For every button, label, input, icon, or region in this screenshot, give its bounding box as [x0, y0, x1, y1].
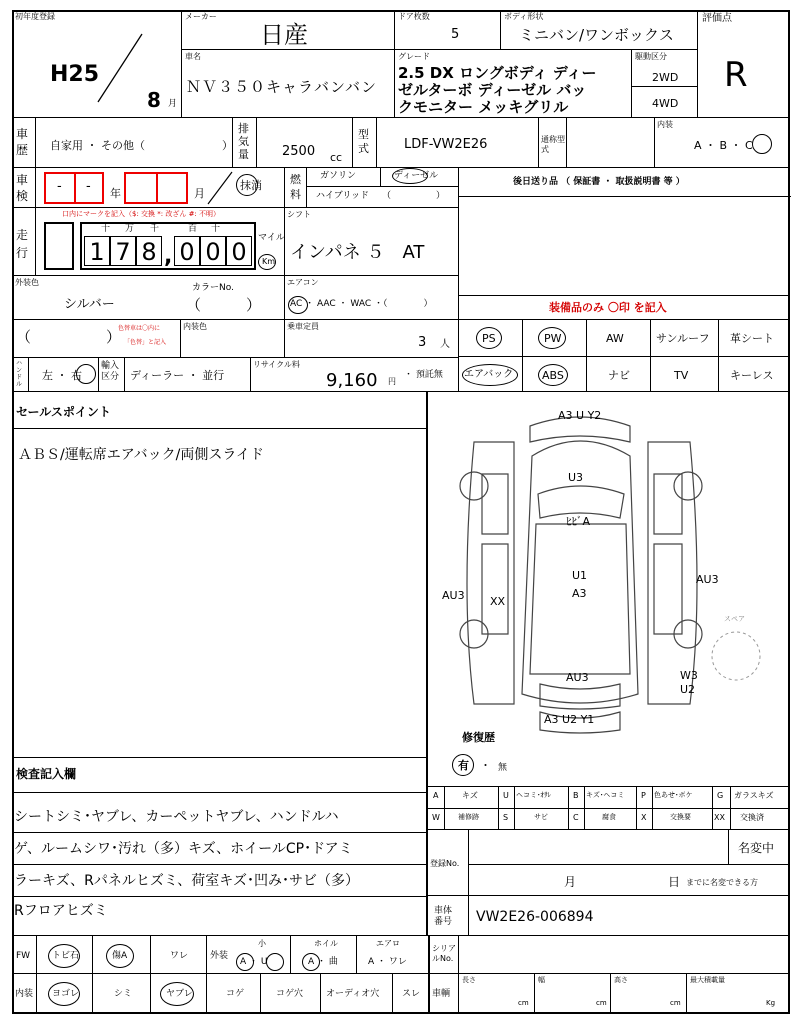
fw-item: ワレ: [170, 951, 189, 961]
equipment-ps: PS: [482, 332, 496, 345]
odometer-flag-box: [44, 222, 74, 270]
handle-label: ハンドル: [16, 360, 23, 388]
grade-label: グレード: [398, 52, 430, 61]
equipment-pw: PW: [544, 332, 562, 345]
legend-code: XX: [714, 813, 725, 822]
recycle-yen: 円: [388, 377, 396, 386]
score-value: R: [724, 55, 748, 95]
ac-label: エアコン: [287, 278, 319, 287]
inspection-year-unit: 年: [110, 187, 121, 200]
inspection-title: 検査記入欄: [16, 767, 77, 781]
legend-desc: キズ･ヘコミ: [586, 791, 625, 799]
common-model-label: 通称型式: [541, 135, 565, 154]
reg-day-label: 日: [668, 875, 681, 889]
interior-paren: （ ）: [16, 328, 122, 346]
exterior-color-label: 外装色: [15, 278, 39, 287]
fw-label: FW: [16, 951, 31, 961]
diag-left: AU3: [442, 589, 465, 602]
equipment-airbag: エアバック: [464, 369, 514, 380]
interior-color-label: 内装色: [183, 322, 207, 331]
small-u-circle: [266, 953, 284, 971]
sales-text: ＡＢＳ/運転席エアバック/両側スライド: [18, 447, 264, 463]
int-item: ヨゴレ: [52, 989, 80, 999]
int-item: コゲ穴: [276, 989, 304, 999]
fuel-gasoline: ガソリン: [320, 171, 357, 181]
equipment-tv: TV: [674, 369, 689, 382]
inspection-line-1: シートシミ･ヤブレ、カーペットヤブレ、ハンドルハ: [14, 809, 339, 825]
odometer-digit: 8: [136, 236, 162, 266]
maker-label: メーカー: [185, 12, 217, 21]
drive-4wd: 4WD: [652, 97, 679, 110]
fuel-label: 燃料: [290, 173, 301, 201]
inspection-line-2: ゲ、ルームシワ･汚れ（多）キズ、ホイールCP･ドアミ: [14, 841, 353, 857]
doors-label: ドア枚数: [398, 12, 430, 21]
slash-mark: [94, 32, 144, 104]
diag-top: A3 U Y2: [558, 409, 602, 422]
legend-code: P: [641, 791, 646, 800]
reg-date-cell: [12, 10, 182, 118]
small-label: 小: [258, 939, 266, 948]
docs-cell: [458, 168, 790, 296]
width-unit: cm: [596, 999, 607, 1007]
score-cell: [698, 10, 790, 118]
small-a-circle: [236, 953, 254, 971]
color-change-note-1: 色替車は〇内に: [118, 325, 161, 332]
legend-desc: 色あせ･ボケ: [654, 791, 693, 799]
diag-left-side: XX: [490, 595, 506, 608]
odometer-digit: 1: [84, 236, 110, 266]
inspection-dash-1: -: [57, 179, 62, 194]
inspection-line-3: ラーキズ、Rパネルヒズミ、荷室キズ･凹み･サビ（多）: [14, 873, 360, 889]
odometer-digit: 0: [174, 236, 200, 266]
name-change: 名変中: [738, 841, 775, 855]
fuel-hybrid-paren: （ ）: [382, 191, 446, 201]
recycle-label: リサイクル料: [253, 360, 300, 369]
repair-no: 無: [498, 763, 508, 773]
abs-circle: [538, 364, 568, 386]
legend-code: U: [503, 791, 509, 800]
wheel-a-circle: [302, 953, 320, 971]
legend-code: X: [641, 813, 647, 822]
airbag-circle: [462, 364, 518, 386]
max-load-label: 最大積載量: [690, 976, 725, 984]
digit-label-4: 百: [188, 224, 198, 234]
equipment-title-cell: [458, 296, 790, 320]
inspection-line-4: Rフロアヒズミ: [14, 903, 108, 919]
diag-bottom: A3 U2 Y1: [544, 713, 595, 726]
equipment-leather: 革シート: [730, 332, 774, 345]
grade-line-1: 2.5 DX ロングボディ ディー: [398, 64, 597, 82]
body-cell: [501, 10, 698, 50]
car-name-cell: [182, 50, 395, 118]
score-label: 評価点: [702, 13, 732, 24]
displacement-label: 排気量: [238, 122, 249, 161]
fw-chip-circle: [48, 944, 80, 968]
reg-deadline: までに名変できる方: [686, 878, 758, 887]
diesel-circle: [392, 168, 428, 184]
length-label: 長さ: [462, 976, 476, 984]
interior-grade-c-circle: [752, 134, 772, 154]
exterior-color-value: シルバー: [64, 297, 115, 312]
pw-circle: [538, 327, 566, 349]
drive-cell: [632, 50, 698, 118]
odometer-digit: 0: [200, 236, 226, 266]
diag-hood: U3: [568, 471, 584, 484]
displacement-unit: cc: [330, 151, 343, 164]
int-item: オーディオ穴: [326, 989, 380, 999]
diag-right-low-2: U2: [680, 683, 696, 696]
inspection-expired: 抹消: [240, 179, 262, 192]
aero-opts: A ・ ワレ: [368, 957, 407, 967]
small-opts: A ・ U: [240, 957, 268, 967]
chassis-label: 車体番号: [434, 906, 453, 927]
equipment-title: 装備品のみ 〇印 を記入: [549, 301, 667, 314]
repair-yes-circle: [452, 754, 474, 776]
capacity-unit: 人: [440, 339, 450, 350]
int-item: コゲ: [226, 989, 245, 999]
mileage-note: 口内にマークを記入（$: 交換 *: 改ざん #: 不明）: [62, 210, 221, 218]
odometer-digit: 7: [110, 236, 136, 266]
model-label: 型式: [358, 128, 369, 155]
legend-code: B: [573, 791, 579, 800]
handle-options: 左 ・ 右: [42, 369, 82, 382]
grade-line-3: クモニター メッキグリル: [398, 98, 569, 116]
height-label: 高さ: [614, 976, 628, 984]
color-no-label: カラーNo.: [192, 283, 234, 293]
odometer-digit: 0: [226, 236, 252, 266]
max-load-unit: Kg: [766, 999, 776, 1007]
grade-line-2: ゼルターボ ディーゼル バッ: [398, 81, 587, 99]
sales-title: セールスポイント: [16, 405, 111, 419]
legend-code: C: [573, 813, 579, 822]
drive-2wd: 2WD: [652, 71, 679, 84]
reg-label: 初年度登録: [15, 12, 55, 21]
reg-year: H25: [50, 62, 100, 87]
color-change-note-2: 「色替」と記入: [124, 339, 167, 346]
equipment-keyless: キーレス: [730, 369, 774, 382]
legend-code: S: [503, 813, 509, 822]
reg-no-label: 登録No.: [430, 859, 460, 868]
width-label: 幅: [538, 976, 545, 984]
legend-desc: 交換要: [670, 813, 691, 821]
capacity-value: 3: [418, 335, 427, 350]
legend-desc: 補修跡: [458, 813, 479, 821]
wheel-label: ホイル: [314, 939, 338, 948]
equipment-sunroof: サンルーフ: [656, 332, 710, 345]
int-item: スレ: [402, 989, 421, 999]
color-no-value: （ ）: [186, 296, 262, 314]
diag-right: AU3: [696, 573, 719, 586]
shift-label: シフト: [287, 210, 311, 219]
mileage-label: 走行: [16, 228, 29, 260]
aero-label: エアロ: [376, 939, 400, 948]
repair-yes: 有: [458, 759, 469, 772]
interior-grade-label: 内装: [657, 120, 673, 129]
fuel-diesel: ディーゼル: [394, 171, 439, 181]
dims-label: 車輌: [432, 989, 451, 999]
legend-desc: サビ: [534, 813, 548, 821]
drive-label: 駆動区分: [635, 52, 667, 61]
recycle-deposit: ・ 預託無: [404, 370, 443, 380]
equipment-navi: ナビ: [608, 369, 630, 382]
inspection-label: 車検: [16, 173, 29, 203]
int-item: シミ: [114, 989, 133, 999]
diag-right-low-1: W3: [680, 669, 698, 682]
height-unit: cm: [670, 999, 681, 1007]
ps-circle: [476, 327, 502, 349]
legend-desc: 腐食: [602, 813, 616, 821]
fw-item: トビ石: [52, 951, 80, 961]
diag-glass: ﾋﾋﾞA: [566, 515, 591, 528]
serial-label: シリアルNo.: [432, 944, 456, 963]
length-unit: cm: [518, 999, 529, 1007]
equipment-aw: AW: [606, 332, 624, 345]
legend-desc: キズ: [462, 791, 478, 800]
digit-label-5: 十: [211, 224, 221, 234]
history-text: 自家用 ・ その他（ ）: [50, 139, 233, 152]
mileage-label-cell: [12, 208, 36, 276]
fuel-hybrid: ハイブリッド: [316, 191, 370, 201]
legend-code: W: [432, 813, 440, 822]
inspection-month-unit: 月: [194, 187, 205, 200]
chassis-value: VW2E26-006894: [476, 909, 594, 925]
car-name-value: ＮＶ３５０キャラバンバン: [186, 78, 377, 96]
body-value: ミニバン/ワンボックス: [519, 26, 674, 44]
diag-spare: スペア: [724, 615, 745, 623]
body-label: ボディ形状: [504, 12, 544, 21]
maker-value: 日産: [260, 21, 308, 49]
int-label: 内装: [15, 989, 34, 999]
ac-circle: [288, 296, 308, 314]
wheel-opts: A ・ 曲: [308, 957, 338, 967]
capacity-label: 乗車定員: [287, 322, 319, 331]
ext-label: 外装: [210, 951, 229, 961]
legend-code: A: [433, 791, 439, 800]
fw-item: 傷A: [112, 951, 128, 961]
int-item: ヤブレ: [166, 989, 193, 999]
doors-cell: [395, 10, 501, 50]
fw-scratch-circle: [106, 944, 134, 968]
grade-cell: [395, 50, 632, 118]
displacement-value: 2500: [282, 144, 316, 159]
maker-cell: [182, 10, 395, 50]
inspection-dash-2: -: [86, 179, 91, 194]
int-dirt-circle: [48, 982, 80, 1006]
expired-circle: [236, 174, 258, 196]
import-label: 輸入区分: [101, 361, 120, 382]
legend-desc: 交換済: [740, 813, 764, 822]
digit-label-2: 万: [125, 224, 135, 234]
legend-desc: ヘコミ･ｵｻﾚ: [516, 791, 551, 799]
legend-desc: ガラスキズ: [734, 791, 774, 800]
model-value: LDF-VW2E26: [404, 137, 488, 152]
reg-month-unit: 月: [168, 99, 178, 109]
doors-value: 5: [451, 27, 460, 42]
repair-dot: ・: [480, 759, 491, 772]
diag-roof-1: U1: [572, 569, 588, 582]
slash-mark-2: [206, 170, 234, 206]
diag-rear: AU3: [566, 671, 589, 684]
history-label-cell: [12, 118, 36, 168]
digit-label-3: 千: [150, 224, 160, 234]
recycle-fee: 9,160: [326, 370, 378, 391]
reg-month: 8: [147, 88, 161, 112]
inspection-label-cell: [12, 168, 36, 208]
handle-right-circle: [76, 364, 96, 384]
km-circle: [258, 254, 276, 270]
legend-code: G: [717, 791, 724, 800]
import-options: ディーラー ・ 並行: [130, 369, 225, 382]
km-label: Km: [262, 257, 276, 266]
mile-label: マイル: [258, 233, 285, 243]
equipment-abs: ABS: [542, 369, 564, 382]
docs-title: 後日送り品 （ 保証書 ・ 取扱説明書 等 ）: [513, 177, 685, 187]
interior-grade-value: A ・ B ・ C: [694, 139, 753, 152]
ac-options: AC ・ AAC ・ WAC ・（ ）: [290, 299, 433, 309]
diag-roof-2: A3: [572, 587, 587, 600]
repair-title: 修復歴: [462, 731, 495, 744]
digit-label-1: 十: [101, 224, 111, 234]
car-diagram: [430, 394, 788, 784]
shift-value: インパネ ５ AT: [290, 242, 425, 263]
history-label: 車歴: [16, 127, 29, 157]
int-tear-circle: [160, 982, 194, 1006]
reg-month-label: 月: [564, 875, 577, 889]
car-name-label: 車名: [185, 52, 201, 61]
odometer-comma: ,: [164, 244, 173, 269]
